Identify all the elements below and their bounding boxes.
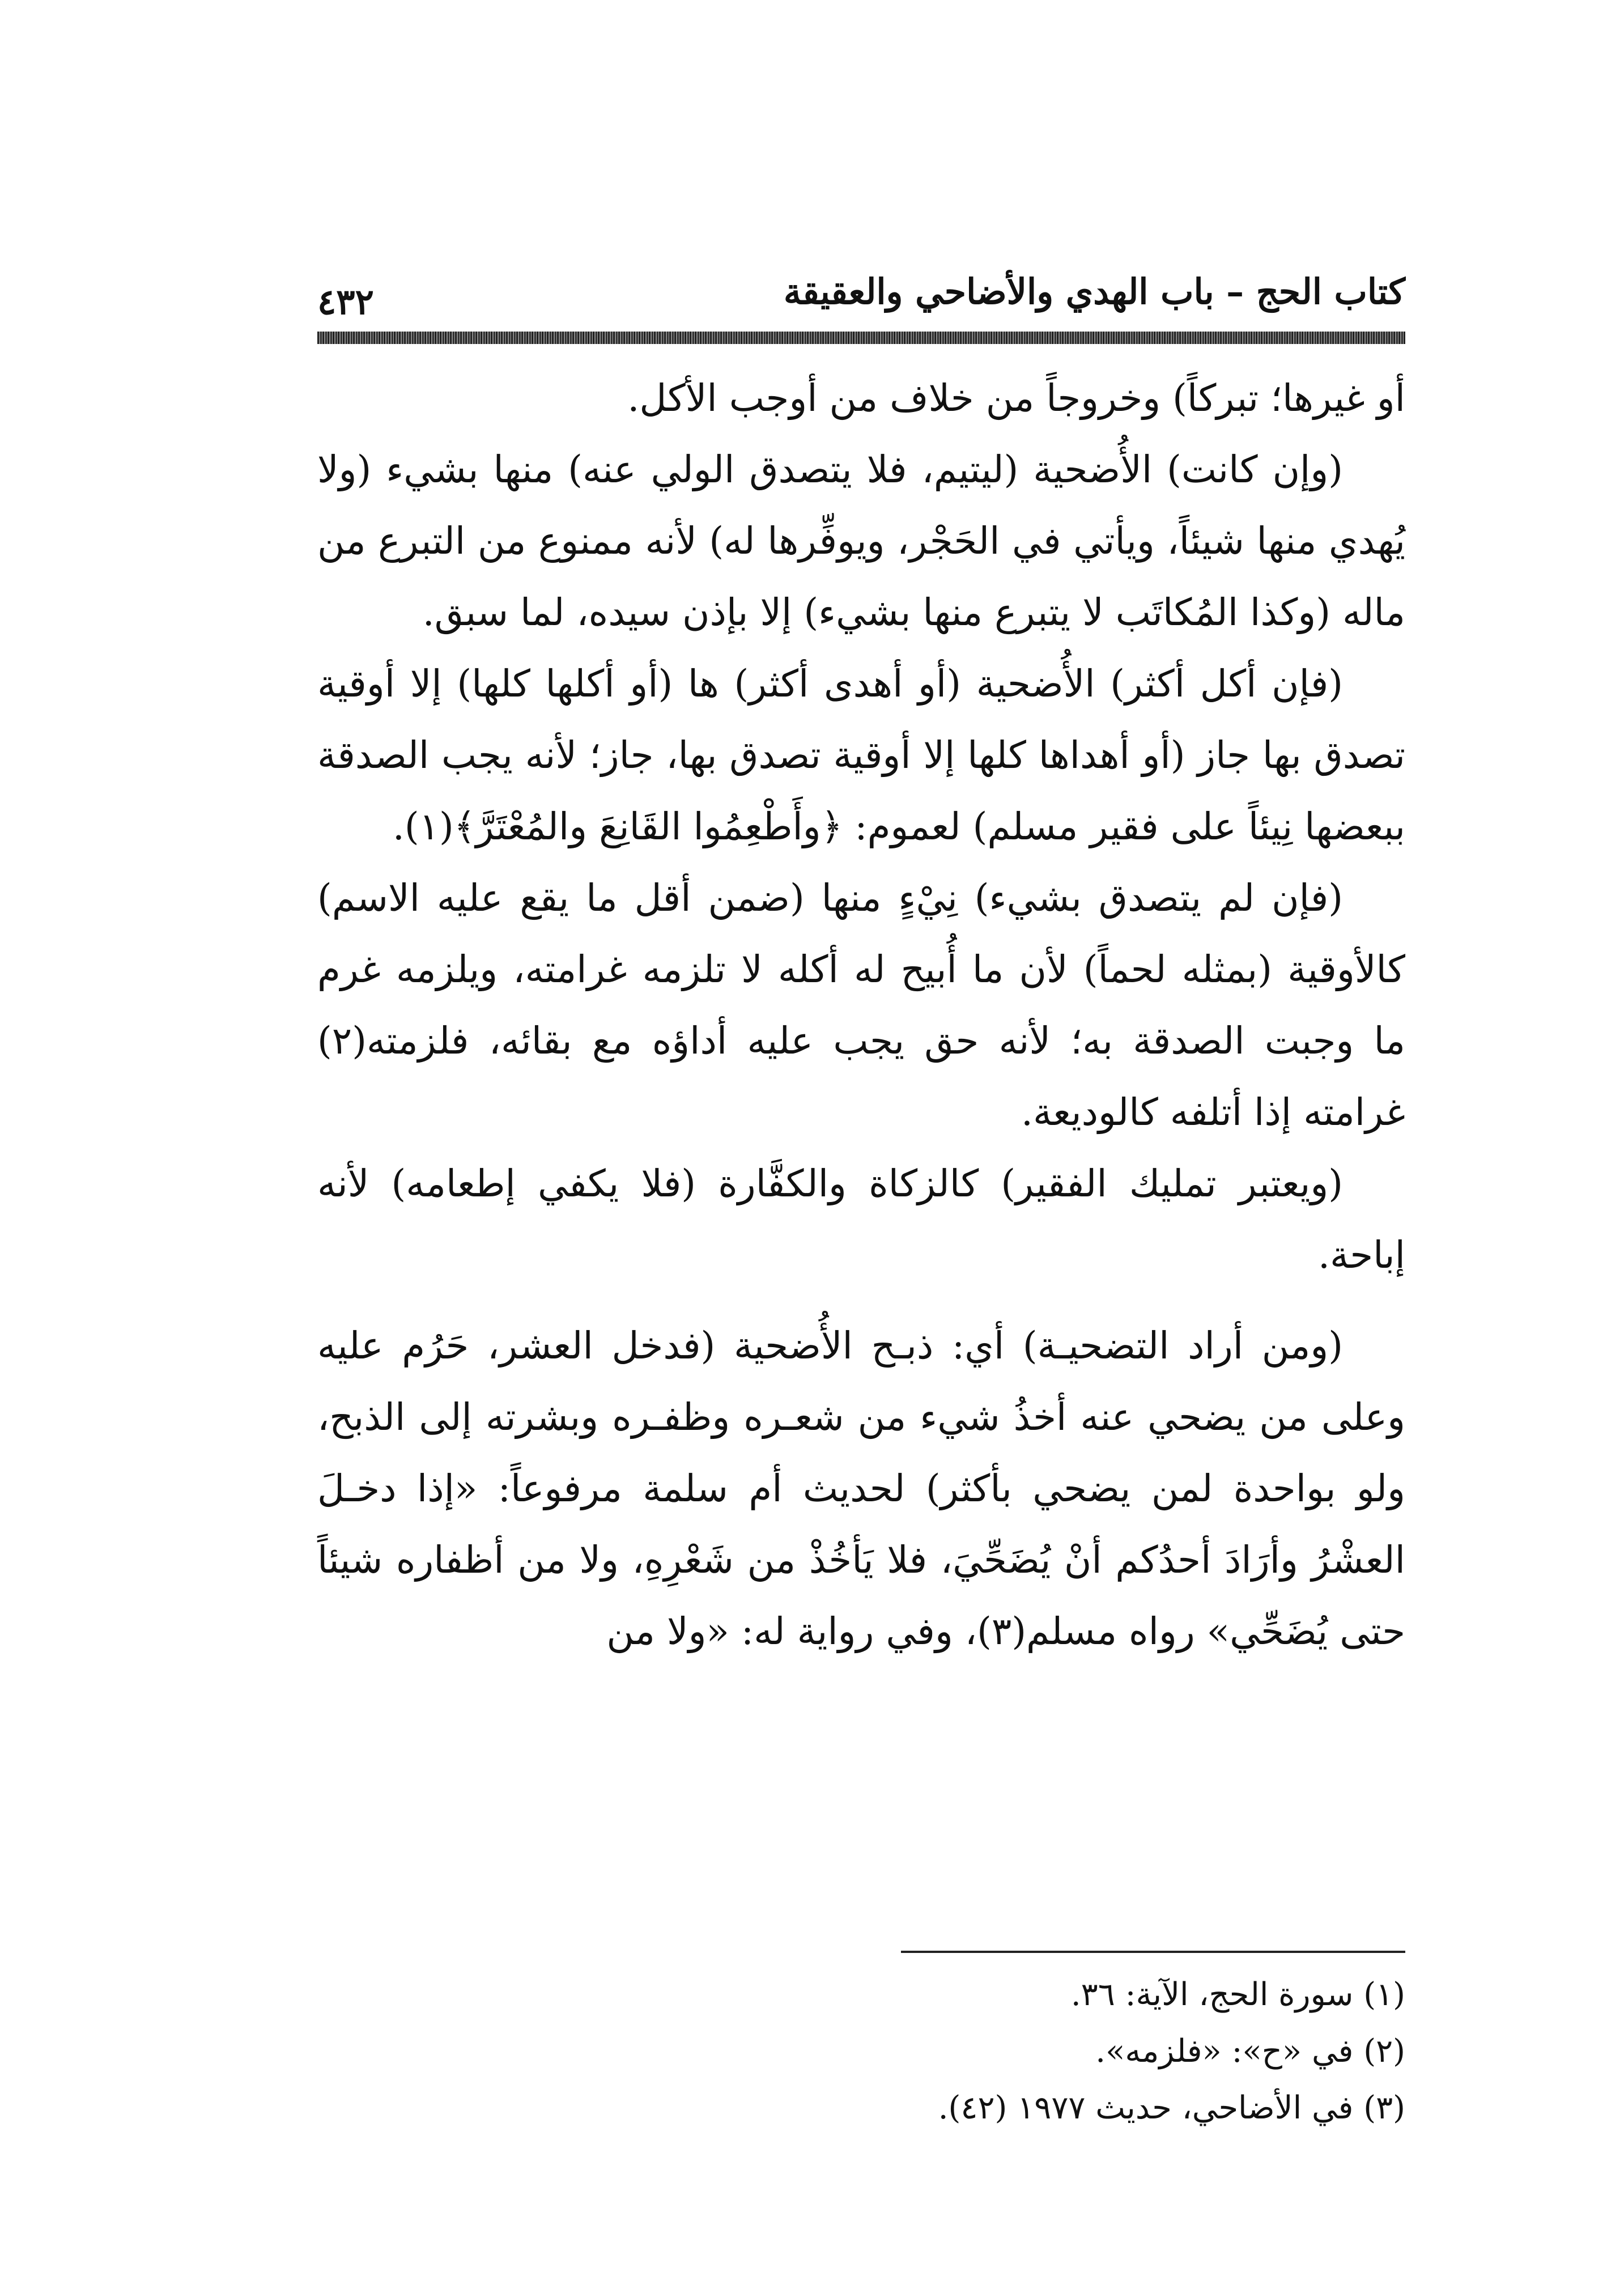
paragraph: (وإن كانت) الأُضحية (ليتيم، فلا يتصدق الولي عنه) منها بشيء (ولا يُهدي منها شيئاً، ويأتي في الحَجْر، ويوفِّرها له) لأنه ممنوع من التبرع من ماله (وكذا المُكاتَب لا يتبرع منها بشيء) إلا بإذن سيده، لما سبق.: [317, 448, 1405, 634]
footnote: (٣) في الأضاحي، حديث ١٩٧٧ (٤٢).: [938, 2090, 1405, 2126]
header-title: كتاب الحج – باب الهدي والأضاحي والعقيقة: [783, 271, 1405, 312]
page-number: ٤٣٢: [317, 281, 374, 322]
paragraph: (ومن أراد التضحيـة) أي: ذبـح الأُضحية (فدخل العشر، حَرُم عليه وعلى من يضحي عنه أخذُ شيء من شعـره وظفـره وبشرته إلى الذبح، ولو بواحدة لمن يضحي بأكثر) لحديث أم سلمة مرفوعاً: «إذا دخـلَ العشْرُ وأرَادَ أحدُكم أنْ يُضَحِّيَ، فلا يَأخُذْ من شَعْرِهِ، ولا من أظفاره شيئاً حتى يُضَحِّي» رواه مسلم(٣)، وفي رواية له: «ولا من: [317, 1324, 1405, 1653]
paragraph: أو غيرها؛ تبركاً) وخروجاً من خلاف من أوجب الأكل.: [627, 376, 1405, 420]
paragraph: (فإن أكل أكثر) الأُضحية (أو أهدى أكثر) ها (أو أكلها كلها) إلا أوقية تصدق بها جاز (أو أهداها كلها إلا أوقية تصدق بها، جاز؛ لأنه يجب الصدقة ببعضها نِيئاً على فقير مسلم) لعموم: ﴿وأَطْعِمُوا القَانِعَ والمُعْتَرَّ﴾(١).: [317, 662, 1405, 848]
footnote: (١) سورة الحج، الآية: ٣٦.: [1070, 1976, 1405, 2013]
paragraph: (ويعتبر تمليك الفقير) كالزكاة والكفَّارة (فلا يكفي إطعامه) لأنه إباحة.: [317, 1162, 1405, 1277]
footnote-rule: [901, 1951, 1405, 1953]
body-text: [317, 363, 1405, 1667]
paragraph: (فإن لم يتصدق بشيء) نِيْءٍ منها (ضمن أقل ما يقع عليه الاسم) كالأوقية (بمثله لحماً) لأن ما أُبيح له أكله لا تلزمه غرامته، ويلزمه غرم ما وجبت الصدقة به؛ لأنه حق يجب عليه أداؤه مع بقائه، فلزمته(٢) غرامته إذا أتلفه كالوديعة.: [317, 876, 1405, 1134]
running-header: [317, 266, 1405, 334]
footnote: (٢) في «ح»: «فلزمه».: [1095, 2033, 1405, 2070]
footnotes: [317, 1967, 1405, 2137]
header-rule: [317, 332, 1405, 344]
